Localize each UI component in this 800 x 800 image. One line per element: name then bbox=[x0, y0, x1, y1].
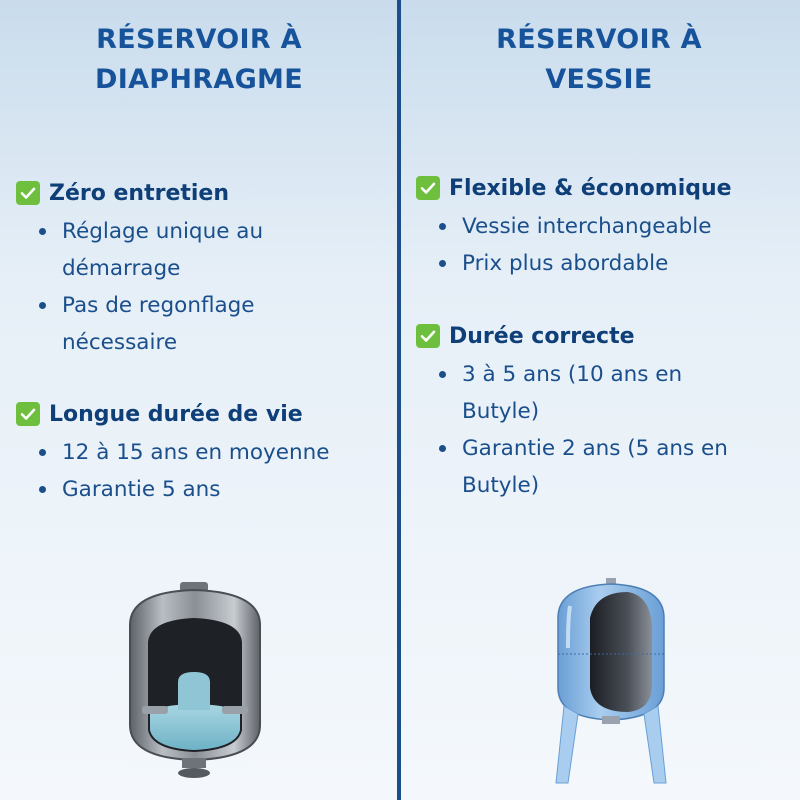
list-item: 3 à 5 ans (10 ans en Butyle) bbox=[416, 356, 794, 430]
section-correct-duration bbox=[416, 320, 794, 504]
title-line-1: RÉSERVOIR À bbox=[96, 24, 302, 55]
section-title: Flexible & économique bbox=[449, 175, 732, 201]
section-title: Longue durée de vie bbox=[49, 401, 303, 427]
section-title: Durée correcte bbox=[449, 323, 635, 349]
diaphragm-tank-icon bbox=[120, 580, 270, 780]
section-title: Zéro entretien bbox=[49, 180, 230, 206]
diaphragm-column bbox=[0, 0, 398, 800]
list-item: Réglage unique au démarrage bbox=[16, 213, 394, 287]
list-item: Prix plus abordable bbox=[416, 245, 794, 282]
check-mark-icon bbox=[416, 324, 440, 348]
section-zero-maintenance bbox=[16, 177, 394, 361]
bladder-column bbox=[400, 0, 798, 800]
diaphragm-title bbox=[0, 20, 398, 100]
bladder-title bbox=[400, 20, 798, 100]
list-item: 12 à 15 ans en moyenne bbox=[16, 434, 394, 471]
bladder-tank-icon bbox=[550, 578, 675, 788]
list-item: Garantie 2 ans (5 ans en Butyle) bbox=[416, 430, 794, 504]
list-item: Garantie 5 ans bbox=[16, 471, 394, 508]
title-line-1: RÉSERVOIR À bbox=[496, 24, 702, 55]
section-flexible bbox=[416, 172, 794, 282]
check-mark-icon bbox=[16, 402, 40, 426]
title-line-2: DIAPHRAGME bbox=[95, 64, 303, 95]
title-line-2: VESSIE bbox=[545, 64, 653, 95]
check-mark-icon bbox=[416, 176, 440, 200]
list-item: Vessie interchangeable bbox=[416, 208, 794, 245]
list-item: Pas de regonflage nécessaire bbox=[16, 287, 394, 361]
check-mark-icon bbox=[16, 181, 40, 205]
section-long-life bbox=[16, 398, 394, 508]
